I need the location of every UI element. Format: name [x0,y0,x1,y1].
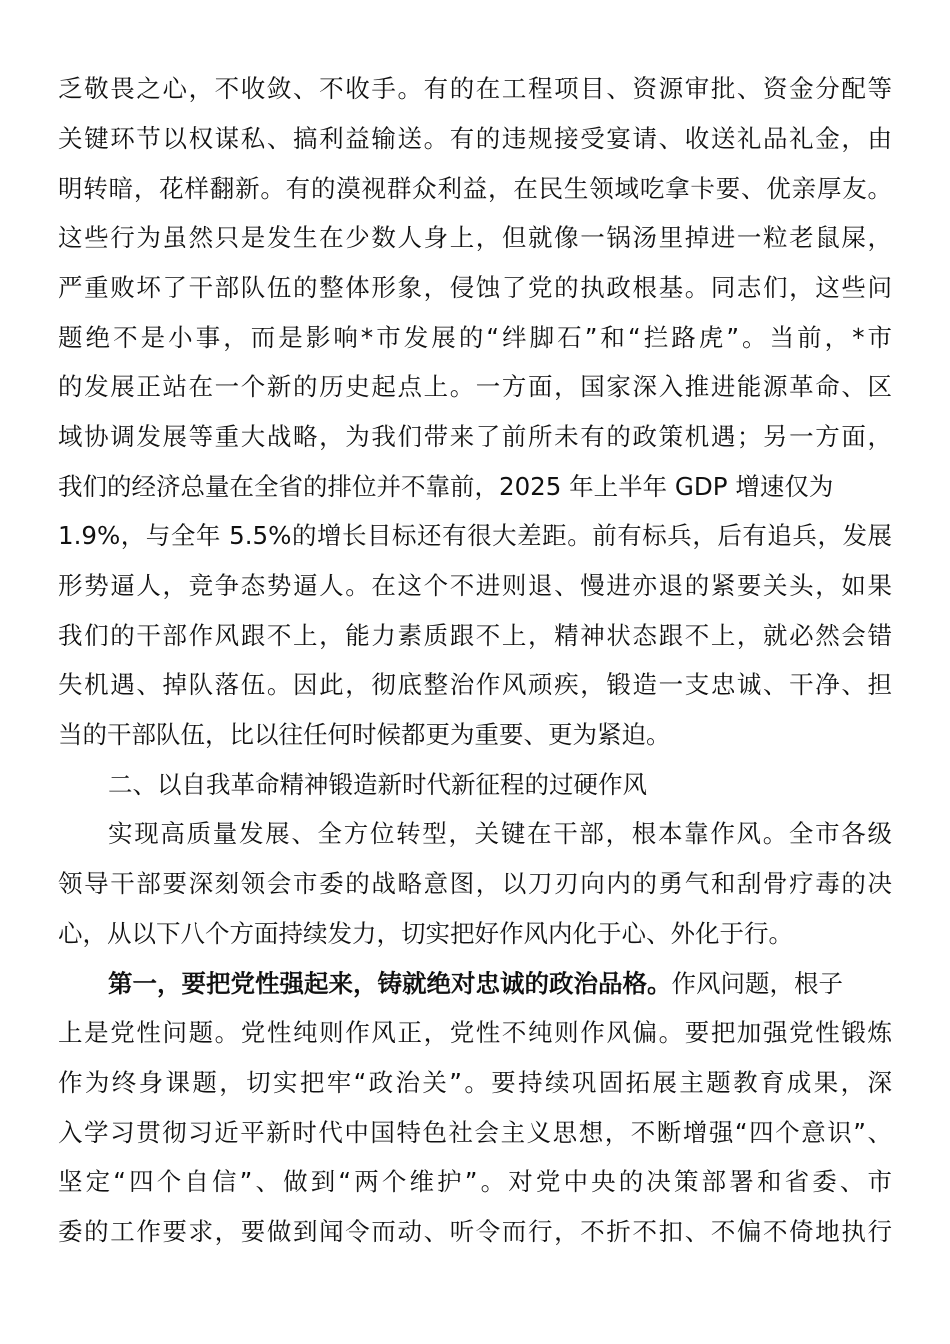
text-line-24: 委的工作要求，要做到闻令而动、听令而行，不折不扣、不偏不倚地执行 [58,1217,892,1246]
bold-paragraph-line [108,959,892,1009]
text-line-14: 当的干部队伍，比以往任何时候都更为重要、更为紧迫。 [58,720,671,749]
section-heading: 二、以自我革命精神锻造新时代新征程的过硬作风 [108,770,647,799]
text-line-23: 坚定“四个自信”、做到“两个维护”。对党中央的决策部署和省委、市 [58,1167,892,1196]
paragraph-continuation: 作风问题，根子 [671,969,843,998]
text-line-16: 实现高质量发展、全方位转型，关键在干部，根本靠作风。全市各级 [108,819,892,848]
text-line-3: 明转暗，花样翻新。有的漠视群众利益，在民生领域吃拿卡要、优亲厚友。 [58,174,892,203]
text-line-17: 领导干部要深刻领会市委的战略意图，以刀刃向内的勇气和刮骨疗毒的决 [58,869,892,898]
text-line-22: 入学习贯彻习近平新时代中国特色社会主义思想，不断增强“四个意识”、 [58,1118,892,1147]
bold-lead-text: 第一，要把党性强起来，铸就绝对忠诚的政治品格。 [108,969,672,998]
text-line-12: 我们的干部作风跟不上，能力素质跟不上，精神状态跟不上，就必然会错 [58,621,892,650]
text-line-8: 域协调发展等重大战略，为我们带来了前所未有的政策机遇；另一方面， [58,422,892,451]
text-line-9: 我们的经济总量在全省的排位并不靠前，2025 年上半年 GDP 增速仅为 [58,472,834,501]
text-line-5: 严重败坏了干部队伍的整体形象，侵蚀了党的执政根基。同志们，这些问 [58,273,892,302]
text-line-20: 上是党性问题。党性纯则作风正，党性不纯则作风偏。要把加强党性锻炼 [58,1018,892,1047]
text-line-18: 心，从以下八个方面持续发力，切实把好作风内化于心、外化于行。 [58,919,793,948]
text-line-13: 失机遇、掉队落伍。因此，彻底整治作风顽疾，锻造一支忠诚、干净、担 [58,670,892,699]
text-line-7: 的发展正站在一个新的历史起点上。一方面，国家深入推进能源革命、区 [58,372,892,401]
text-line-4: 这些行为虽然只是发生在少数人身上，但就像一锅汤里掉进一粒老鼠屎， [58,223,892,252]
text-line-11: 形势逼人，竞争态势逼人。在这个不进则退、慢进亦退的紧要关头，如果 [58,571,892,600]
text-line-21: 作为终身课题，切实把牢“政治关”。要持续巩固拓展主题教育成果，深 [58,1068,892,1097]
text-line-2: 关键环节以权谋私、搞利益输送。有的违规接受宴请、收送礼品礼金，由 [58,124,892,153]
text-line-10: 1.9%，与全年 5.5%的增长目标还有很大差距。前有标兵，后有追兵，发展 [58,521,892,550]
text-line-6: 题绝不是小事，而是影响*市发展的“绊脚石”和“拦路虎”。当前，*市 [58,323,892,352]
text-line-1: 乏敬畏之心，不收敛、不收手。有的在工程项目、资源审批、资金分配等 [58,74,892,103]
